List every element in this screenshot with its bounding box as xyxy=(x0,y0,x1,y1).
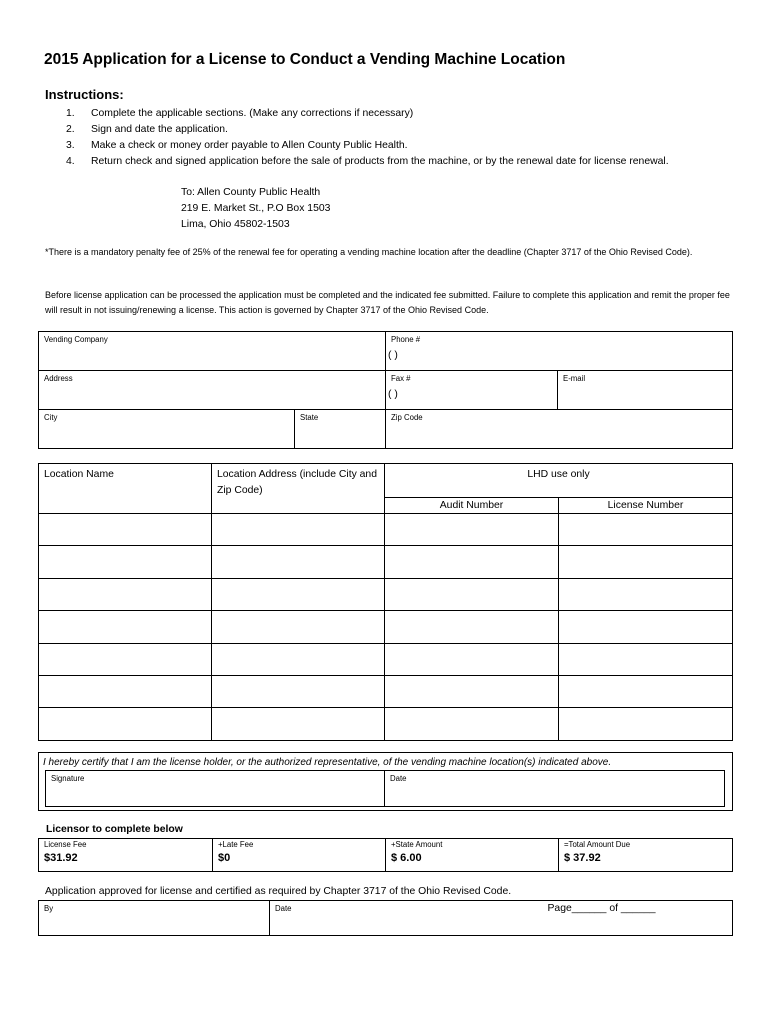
late-fee-value: $0 xyxy=(218,852,231,864)
location-address-cell[interactable] xyxy=(212,578,385,610)
certify-date-label: Date xyxy=(390,774,407,783)
email-label: E-mail xyxy=(563,374,586,383)
license-number-header: License Number xyxy=(559,498,733,514)
total-amount-value: $ 37.92 xyxy=(564,852,601,864)
location-address-cell[interactable] xyxy=(212,708,385,740)
license-number-cell[interactable] xyxy=(559,708,733,740)
table-row xyxy=(39,578,733,610)
address-label: Address xyxy=(44,374,73,383)
license-number-cell[interactable] xyxy=(559,578,733,610)
instruction-item xyxy=(66,106,726,122)
location-name-cell[interactable] xyxy=(39,546,212,578)
fax-label: Fax # xyxy=(391,374,411,383)
instruction-number: 1. xyxy=(66,108,75,119)
certify-date-field[interactable] xyxy=(385,771,725,807)
licensor-heading: Licensor to complete below xyxy=(46,824,183,835)
location-address-header: Location Address (include City and Zip Code) xyxy=(212,464,385,514)
city-field[interactable] xyxy=(39,410,295,449)
city-label: City xyxy=(44,413,58,422)
locations-table xyxy=(38,463,733,741)
license-number-cell[interactable] xyxy=(559,514,733,546)
audit-number-cell[interactable] xyxy=(385,514,559,546)
fees-table xyxy=(38,838,733,872)
total-amount-label: =Total Amount Due xyxy=(564,840,631,849)
audit-number-cell[interactable] xyxy=(385,708,559,740)
table-row xyxy=(39,514,733,546)
location-name-cell[interactable] xyxy=(39,611,212,643)
mailing-address xyxy=(181,185,330,233)
phone-label: Phone # xyxy=(391,335,421,344)
page-count-field[interactable] xyxy=(503,901,733,936)
location-address-cell[interactable] xyxy=(212,514,385,546)
penalty-note: *There is a mandatory penalty fee of 25% of the renewal fee for operating a vending machine location after the deadline (Chapter 3717 of the Ohio Revised Code). xyxy=(45,247,693,257)
table-row xyxy=(39,546,733,578)
location-name-cell[interactable] xyxy=(39,708,212,740)
audit-number-cell[interactable] xyxy=(385,578,559,610)
location-name-cell[interactable] xyxy=(39,643,212,675)
address-field[interactable] xyxy=(39,371,386,410)
signature-table xyxy=(45,770,725,807)
vending-company-field[interactable] xyxy=(39,332,386,371)
instruction-text: Make a check or money order payable to Allen County Public Health. xyxy=(91,140,408,151)
license-fee-label: License Fee xyxy=(44,840,87,849)
instruction-number: 4. xyxy=(66,156,75,167)
license-number-cell[interactable] xyxy=(559,546,733,578)
instruction-text: Complete the applicable sections. (Make any corrections if necessary) xyxy=(91,108,414,119)
table-row xyxy=(39,708,733,740)
fax-field[interactable] xyxy=(386,371,558,410)
address-line: 219 E. Market St., P.O Box 1503 xyxy=(181,203,331,214)
instruction-item xyxy=(66,154,726,170)
total-amount-field[interactable] xyxy=(559,839,733,872)
license-number-cell[interactable] xyxy=(559,643,733,675)
instructions-list xyxy=(66,106,726,170)
instruction-number: 3. xyxy=(66,140,75,151)
table-row xyxy=(39,643,733,675)
location-name-cell[interactable] xyxy=(39,675,212,707)
page-title: 2015 Application for a License to Conduct a Vending Machine Location xyxy=(44,51,566,68)
late-fee-field[interactable] xyxy=(213,839,386,872)
state-label: State xyxy=(300,413,319,422)
processing-note: Before license application can be processed the application must be completed and the indicated fee submitted. Failure to complete this application and remit the proper fee will result in not issuing/renewing a license. This action is governed by Chapter 3717 of the Ohio Revised Code. xyxy=(45,290,730,315)
location-name-header: Location Name xyxy=(39,464,212,514)
state-amount-field[interactable] xyxy=(386,839,559,872)
late-fee-label: +Late Fee xyxy=(218,840,254,849)
instructions-heading: Instructions: xyxy=(45,87,124,102)
page-count-label: Page______ of ______ xyxy=(547,903,656,914)
location-name-cell[interactable] xyxy=(39,514,212,546)
license-fee-field[interactable] xyxy=(39,839,213,872)
zip-label: Zip Code xyxy=(391,413,423,422)
table-row xyxy=(39,611,733,643)
location-address-cell[interactable] xyxy=(212,675,385,707)
instruction-item xyxy=(66,122,726,138)
lhd-use-header: LHD use only xyxy=(385,464,733,498)
location-address-cell[interactable] xyxy=(212,611,385,643)
audit-number-header: Audit Number xyxy=(385,498,559,514)
signature-label: Signature xyxy=(51,774,85,783)
vending-company-label: Vending Company xyxy=(44,335,108,344)
phone-area-code: ( ) xyxy=(388,350,398,361)
fax-area-code: ( ) xyxy=(388,389,398,400)
address-line: Lima, Ohio 45802-1503 xyxy=(181,219,290,230)
instruction-item xyxy=(66,138,726,154)
instruction-text: Sign and date the application. xyxy=(91,124,228,135)
approved-by-label: By xyxy=(44,904,54,913)
instruction-text: Return check and signed application before the sale of products from the machine, or by the renewal date for license renewal. xyxy=(91,156,669,167)
table-row xyxy=(39,675,733,707)
state-amount-value: $ 6.00 xyxy=(391,852,422,864)
approval-date-label: Date xyxy=(275,904,292,913)
approval-table xyxy=(38,900,733,936)
state-amount-label: +State Amount xyxy=(391,840,443,849)
license-number-cell[interactable] xyxy=(559,675,733,707)
license-number-cell[interactable] xyxy=(559,611,733,643)
location-address-cell[interactable] xyxy=(212,643,385,675)
phone-field[interactable] xyxy=(386,332,733,371)
audit-number-cell[interactable] xyxy=(385,675,559,707)
company-info-table xyxy=(38,331,733,449)
email-field[interactable] xyxy=(558,371,733,410)
zip-field[interactable] xyxy=(386,410,733,449)
signature-field[interactable] xyxy=(46,771,385,807)
audit-number-cell[interactable] xyxy=(385,643,559,675)
certification-statement: I hereby certify that I am the license holder, or the authorized representative, of the vending machine location(s) indicated above. xyxy=(43,757,612,768)
instruction-number: 2. xyxy=(66,124,75,135)
audit-number-cell[interactable] xyxy=(385,546,559,578)
audit-number-cell[interactable] xyxy=(385,611,559,643)
approval-date-field[interactable] xyxy=(270,901,503,936)
license-fee-value: $31.92 xyxy=(44,852,78,864)
location-address-cell[interactable] xyxy=(212,546,385,578)
address-line: To: Allen County Public Health xyxy=(181,187,321,198)
approved-by-field[interactable] xyxy=(39,901,270,936)
state-field[interactable] xyxy=(295,410,386,449)
approval-statement: Application approved for license and certified as required by Chapter 3717 of the Ohio Revised Code. xyxy=(45,886,512,897)
location-name-cell[interactable] xyxy=(39,578,212,610)
